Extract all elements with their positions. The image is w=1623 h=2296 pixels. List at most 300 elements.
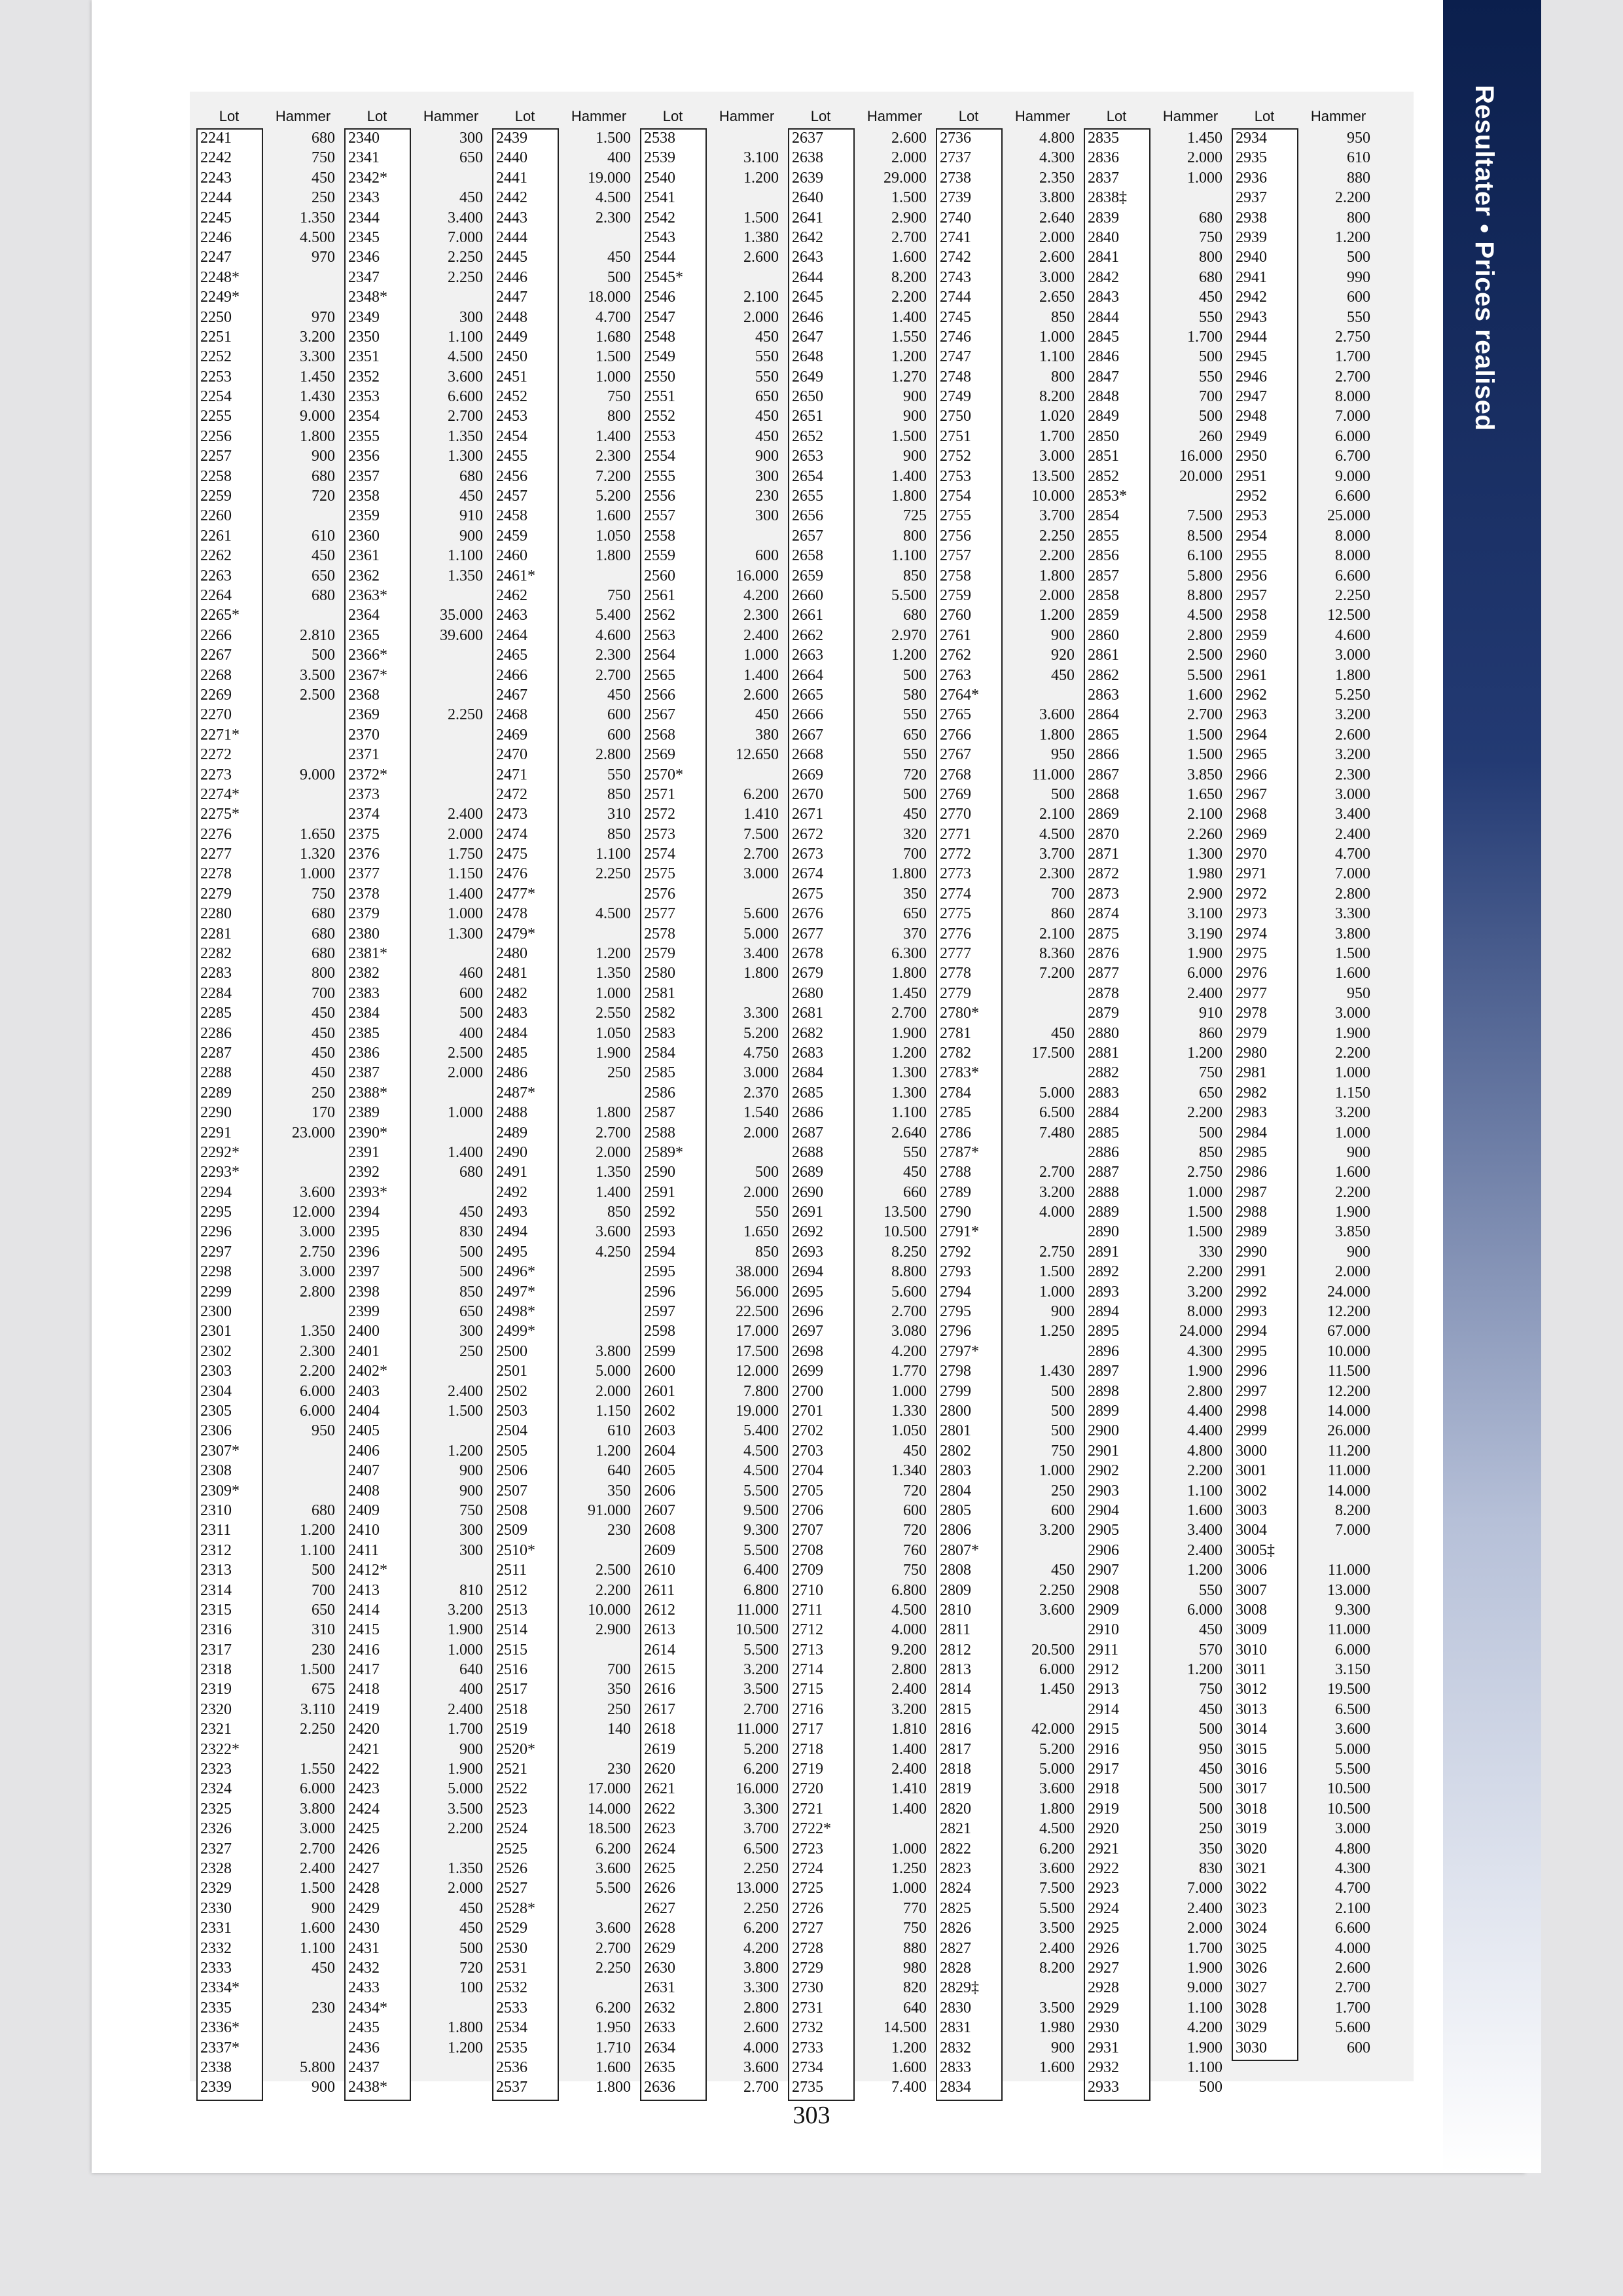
lot-number: 2683	[792, 1044, 823, 1062]
hammer-price: 7.500	[1187, 507, 1222, 525]
table-row	[788, 1024, 936, 1043]
hammer-price: 3.110	[300, 1700, 335, 1718]
lot-number: 2494	[496, 1223, 527, 1241]
table-row	[344, 1401, 492, 1421]
hammer-price: 3.000	[743, 865, 779, 883]
table-row	[196, 1759, 344, 1779]
hammer-price: 450	[312, 547, 335, 565]
table-row	[196, 1918, 344, 1938]
hammer-price: 650	[312, 567, 335, 584]
table-row	[1232, 308, 1380, 327]
table-row	[788, 208, 936, 228]
hammer-price: 610	[607, 1422, 631, 1440]
table-row	[344, 944, 492, 963]
lot-number: 2276	[200, 825, 232, 843]
lot-number: 2448	[496, 308, 527, 326]
table-row	[196, 1302, 344, 1321]
table-row	[640, 2058, 788, 2077]
table-row	[196, 1779, 344, 1799]
lot-number: 2287	[200, 1044, 232, 1062]
table-row	[788, 765, 936, 785]
table-row	[788, 1461, 936, 1480]
table-row	[640, 626, 788, 645]
lot-number: 2897	[1088, 1363, 1119, 1380]
lot-number: 2941	[1236, 268, 1267, 286]
table-row	[936, 864, 1084, 884]
table-row	[1084, 287, 1232, 307]
lot-number: 2693	[792, 1243, 823, 1261]
table-row	[1084, 963, 1232, 983]
table-row	[640, 1103, 788, 1122]
hammer-price: 3.000	[1335, 1005, 1370, 1022]
lot-number: 2813	[940, 1661, 971, 1679]
table-row	[492, 208, 640, 228]
lot-number: 2713	[792, 1641, 823, 1659]
hammer-price: 680	[459, 1164, 483, 1181]
hammer-price: 8.000	[1335, 388, 1370, 406]
lot-number: 2880	[1088, 1024, 1119, 1042]
lot-number: 2986	[1236, 1164, 1267, 1181]
table-row	[492, 765, 640, 785]
column-header	[640, 105, 788, 128]
table-row	[936, 1003, 1084, 1023]
lot-number: 2695	[792, 1283, 823, 1300]
hammer-price	[410, 785, 492, 804]
hammer-price: 450	[312, 1064, 335, 1082]
hammer-price: 750	[312, 149, 335, 167]
lot-number: 2250	[200, 308, 232, 326]
lot-number: 2974	[1236, 925, 1267, 942]
hammer-header: Hammer	[571, 108, 627, 124]
table-row	[788, 367, 936, 387]
table-row	[788, 1581, 936, 1600]
table-row	[1084, 705, 1232, 725]
table-row	[936, 1998, 1084, 2018]
lot-number: 2777	[940, 945, 971, 963]
hammer-price: 4.750	[743, 1044, 779, 1062]
table-row	[1232, 984, 1380, 1003]
table-row	[1084, 804, 1232, 824]
hammer-price: 1.050	[596, 527, 631, 545]
lot-number: 2477*	[496, 885, 535, 903]
lot-number: 2259	[200, 488, 232, 505]
lot-number: 2742	[940, 249, 971, 266]
lot-number: 2654	[792, 467, 823, 485]
lot-number: 2331	[200, 1920, 232, 1937]
hammer-price: 1.800	[596, 2079, 631, 2096]
table-row	[492, 1063, 640, 1083]
table-row	[492, 486, 640, 506]
table-row	[640, 1202, 788, 1222]
hammer-price: 4.000	[891, 1621, 927, 1639]
hammer-price: 3.850	[1335, 1223, 1370, 1241]
table-row	[936, 1262, 1084, 1282]
table-row	[936, 785, 1084, 804]
table-row	[936, 228, 1084, 247]
table-row	[640, 884, 788, 904]
hammer-price: 2.600	[743, 249, 779, 266]
table-row	[196, 1939, 344, 1958]
lot-number: 2960	[1236, 647, 1267, 664]
table-row	[1084, 327, 1232, 347]
table-row	[196, 208, 344, 228]
table-row	[1232, 1063, 1380, 1083]
lot-number: 2905	[1088, 1522, 1119, 1539]
lot-number: 2485	[496, 1044, 527, 1062]
hammer-price: 720	[903, 766, 927, 783]
hammer-price: 680	[312, 467, 335, 485]
table-row	[1232, 586, 1380, 605]
table-row	[492, 666, 640, 685]
hammer-price: 3.500	[1039, 1920, 1075, 1937]
table-row	[1084, 1740, 1232, 1759]
hammer-header: Hammer	[719, 108, 775, 124]
lot-number: 2996	[1236, 1363, 1267, 1380]
lot-number: 2938	[1236, 209, 1267, 226]
hammer-price: 4.000	[1039, 1204, 1075, 1221]
lot-number: 2462	[496, 586, 527, 604]
hammer-price: 550	[903, 1143, 927, 1161]
hammer-price: 610	[312, 527, 335, 545]
table-row	[640, 1003, 788, 1023]
lot-number: 2339	[200, 2079, 232, 2096]
table-row	[1232, 2018, 1380, 2037]
table-row	[788, 1143, 936, 1162]
hammer-price: 1.200	[891, 2039, 927, 2056]
lot-number: 2333	[200, 1959, 232, 1977]
table-row	[1232, 825, 1380, 844]
lot-number: 2486	[496, 1064, 527, 1082]
table-row	[196, 1282, 344, 1302]
hammer-price: 550	[755, 348, 779, 366]
table-row	[1084, 1998, 1232, 2018]
hammer-price: 910	[459, 507, 483, 525]
table-row	[936, 2038, 1084, 2058]
table-row	[1084, 1918, 1232, 1938]
lot-number: 2883	[1088, 1084, 1119, 1102]
hammer-price: 1.810	[891, 1721, 927, 1738]
table-row	[196, 287, 344, 307]
lot-number: 2888	[1088, 1183, 1119, 1201]
hammer-price: 9.300	[1335, 1601, 1370, 1619]
hammer-price: 675	[312, 1681, 335, 1698]
hammer-price: 1.000	[1335, 1064, 1370, 1082]
hammer-price: 3.600	[1039, 1601, 1075, 1619]
lot-number: 2302	[200, 1342, 232, 1360]
hammer-price: 450	[459, 189, 483, 207]
lot-number: 2761	[940, 626, 971, 644]
table-row	[492, 1481, 640, 1501]
lot-number: 2598	[644, 1323, 675, 1340]
lot-number: 2299	[200, 1283, 232, 1300]
table-row	[788, 745, 936, 764]
table-row	[936, 605, 1084, 625]
lot-number: 2973	[1236, 905, 1267, 923]
table-row	[788, 2058, 936, 2077]
table-row	[1232, 327, 1380, 347]
table-row	[788, 1003, 936, 1023]
table-row	[788, 1700, 936, 1719]
hammer-price: 5.500	[743, 1541, 779, 1559]
lot-number: 2935	[1236, 149, 1267, 167]
table-row	[196, 1242, 344, 1262]
lot-number: 2758	[940, 567, 971, 584]
table-row	[788, 984, 936, 1003]
hammer-price: 2.640	[891, 1124, 927, 1141]
table-row	[196, 1839, 344, 1859]
lot-number: 2837	[1088, 169, 1119, 187]
hammer-price: 1.400	[596, 427, 631, 445]
lot-number: 2798	[940, 1363, 971, 1380]
hammer-price: 8.800	[891, 1263, 927, 1281]
hammer-price: 550	[1199, 368, 1222, 386]
lot-number: 2535	[496, 2039, 527, 2056]
lot-number: 3001	[1236, 1462, 1267, 1480]
hammer-price: 7.500	[743, 825, 779, 843]
lot-number: 2397	[348, 1263, 380, 1281]
lot-number: 2557	[644, 507, 675, 525]
table-row	[640, 1282, 788, 1302]
table-row	[1084, 1242, 1232, 1262]
hammer-price: 2.000	[448, 825, 483, 843]
lot-number: 2452	[496, 388, 527, 406]
table-row	[1084, 1759, 1232, 1779]
table-row	[1232, 406, 1380, 426]
hammer-price: 1.450	[300, 368, 335, 386]
table-row	[1084, 1501, 1232, 1520]
hammer-price: 2.800	[596, 746, 631, 764]
table-row	[788, 1998, 936, 2018]
table-row	[936, 168, 1084, 188]
table-row	[1084, 1321, 1232, 1341]
table-row	[936, 1958, 1084, 1978]
table-row	[1084, 1859, 1232, 1878]
table-row	[344, 168, 492, 188]
hammer-price: 1.000	[448, 1104, 483, 1122]
table-row	[196, 1123, 344, 1143]
hammer-price: 6.000	[300, 1403, 335, 1420]
table-row	[788, 1162, 936, 1182]
table-row	[640, 1679, 788, 1699]
table-row	[936, 1600, 1084, 1620]
lot-number: 2741	[940, 228, 971, 246]
hammer-price: 600	[1051, 1501, 1075, 1519]
lot-number: 2284	[200, 984, 232, 1002]
table-row	[344, 745, 492, 764]
lot-number: 2919	[1088, 1800, 1119, 1818]
table-row	[788, 526, 936, 546]
table-row	[492, 128, 640, 148]
hammer-price: 25.000	[1327, 507, 1370, 525]
lot-number: 2638	[792, 149, 823, 167]
table-row	[936, 1978, 1084, 1998]
lot-number: 2371	[348, 746, 380, 764]
lot-number: 2527	[496, 1880, 527, 1897]
table-row	[344, 844, 492, 864]
table-row	[1232, 1382, 1380, 1401]
table-row	[1084, 924, 1232, 944]
lot-number: 2345	[348, 228, 380, 246]
lot-number: 2509	[496, 1522, 527, 1539]
hammer-price: 500	[459, 1939, 483, 1957]
hammer-price: 450	[1199, 1700, 1222, 1718]
table-row	[492, 626, 640, 645]
lot-number: 2860	[1088, 626, 1119, 644]
hammer-price: 2.600	[1039, 249, 1075, 266]
lot-number: 2518	[496, 1700, 527, 1718]
table-row	[788, 546, 936, 565]
lot-number: 2393*	[348, 1183, 387, 1201]
lot-number: 2903	[1088, 1482, 1119, 1499]
table-row	[1232, 1202, 1380, 1222]
hammer-price: 1.100	[300, 1939, 335, 1957]
lot-number: 2710	[792, 1581, 823, 1599]
table-row	[936, 148, 1084, 168]
hammer-price: 1.430	[300, 388, 335, 406]
lot-number: 2540	[644, 169, 675, 187]
lot-number: 2980	[1236, 1044, 1267, 1062]
lot-number: 2324	[200, 1780, 232, 1798]
hammer-price	[558, 566, 640, 586]
hammer-price: 14.000	[1327, 1482, 1370, 1499]
lot-number: 2267	[200, 647, 232, 664]
table-row	[788, 1441, 936, 1461]
table-row	[196, 685, 344, 705]
table-row	[344, 1162, 492, 1182]
hammer-price: 725	[903, 507, 927, 525]
lot-number: 2466	[496, 666, 527, 684]
table-row	[788, 1321, 936, 1341]
hammer-price: 13.500	[883, 1204, 927, 1221]
lot-number: 2917	[1088, 1761, 1119, 1778]
hammer-price: 1.200	[1187, 1044, 1222, 1062]
hammer-price: 1.800	[891, 488, 927, 505]
lot-number: 2862	[1088, 666, 1119, 684]
hammer-price: 2.800	[1335, 885, 1370, 903]
table-row	[1084, 566, 1232, 586]
lot-number: 2748	[940, 368, 971, 386]
lot-number: 2247	[200, 249, 232, 266]
table-row	[1084, 168, 1232, 188]
table-row	[492, 2077, 640, 2097]
hammer-price: 2.000	[1187, 149, 1222, 167]
lot-number: 2585	[644, 1064, 675, 1082]
hammer-price: 1.680	[596, 328, 631, 346]
lot-number: 2279	[200, 885, 232, 903]
lot-number: 2499*	[496, 1323, 535, 1340]
table-row	[640, 2038, 788, 2058]
table-row	[640, 347, 788, 367]
table-row	[1084, 785, 1232, 804]
hammer-price: 29.000	[883, 169, 927, 187]
hammer-price: 6.800	[891, 1581, 927, 1599]
table-row	[936, 1560, 1084, 1580]
lot-number: 2521	[496, 1761, 527, 1778]
lot-number: 2374	[348, 806, 380, 823]
hammer-price: 2.300	[596, 448, 631, 465]
hammer-price: 680	[312, 586, 335, 604]
table-row	[1084, 1620, 1232, 1640]
hammer-price: 1.150	[448, 865, 483, 883]
hammer-price	[410, 1839, 492, 1859]
table-row	[936, 2018, 1084, 2037]
hammer-price: 9.000	[300, 408, 335, 425]
hammer-price: 1.200	[300, 1522, 335, 1539]
hammer-price: 680	[903, 607, 927, 624]
lot-number: 2724	[792, 1859, 823, 1877]
lot-number: 2434*	[348, 1999, 387, 2017]
lot-number: 2607	[644, 1501, 675, 1519]
hammer-price: 1.550	[300, 1761, 335, 1778]
table-row	[196, 247, 344, 267]
table-row	[1084, 1421, 1232, 1441]
lot-number: 2357	[348, 467, 380, 485]
lot-number: 2352	[348, 368, 380, 386]
table-row	[344, 427, 492, 446]
lot-number: 2419	[348, 1700, 380, 1718]
lot-header: Lot	[219, 108, 240, 124]
lot-number: 2651	[792, 408, 823, 425]
hammer-price: 650	[1199, 1084, 1222, 1102]
lot-number: 2930	[1088, 2019, 1119, 2037]
hammer-price: 20.000	[1179, 467, 1222, 485]
lot-number: 2455	[496, 448, 527, 465]
table-row	[1084, 467, 1232, 486]
hammer-price	[705, 984, 788, 1003]
hammer-price: 2.200	[1039, 547, 1075, 565]
hammer-price	[558, 1321, 640, 1341]
table-row	[936, 247, 1084, 267]
lot-number: 2825	[940, 1899, 971, 1917]
hammer-price: 1.400	[448, 1143, 483, 1161]
lot-number: 2322*	[200, 1740, 240, 1758]
lot-number: 2701	[792, 1403, 823, 1420]
lot-number: 2368	[348, 686, 380, 704]
lot-number: 2998	[1236, 1403, 1267, 1420]
hammer-price: 5.000	[448, 1780, 483, 1798]
table-row	[344, 1819, 492, 1839]
hammer-price: 450	[459, 1920, 483, 1937]
table-row	[492, 1401, 640, 1421]
table-row	[196, 1600, 344, 1620]
lot-number: 2687	[792, 1124, 823, 1141]
table-row	[640, 666, 788, 685]
lot-number: 2828	[940, 1959, 971, 1977]
table-row	[344, 1541, 492, 1560]
table-row	[344, 287, 492, 307]
table-row	[640, 486, 788, 506]
table-row	[640, 287, 788, 307]
lot-number: 2334*	[200, 1979, 240, 1997]
lot-number: 2870	[1088, 825, 1119, 843]
column-header	[788, 105, 936, 128]
lot-number: 2912	[1088, 1661, 1119, 1679]
lot-number: 2978	[1236, 1005, 1267, 1022]
hammer-price: 8.200	[1335, 1501, 1370, 1519]
lot-number: 2577	[644, 905, 675, 923]
hammer-price: 750	[607, 388, 631, 406]
lot-number: 2688	[792, 1143, 823, 1161]
lot-number: 2918	[1088, 1780, 1119, 1798]
hammer-price: 1.050	[596, 1024, 631, 1042]
table-row	[344, 148, 492, 168]
lot-number: 2330	[200, 1899, 232, 1917]
lot-number: 2617	[644, 1700, 675, 1718]
lot-number: 3006	[1236, 1562, 1267, 1579]
hammer-price: 650	[459, 1303, 483, 1321]
table-row	[1084, 1899, 1232, 1918]
lot-number: 2555	[644, 467, 675, 485]
